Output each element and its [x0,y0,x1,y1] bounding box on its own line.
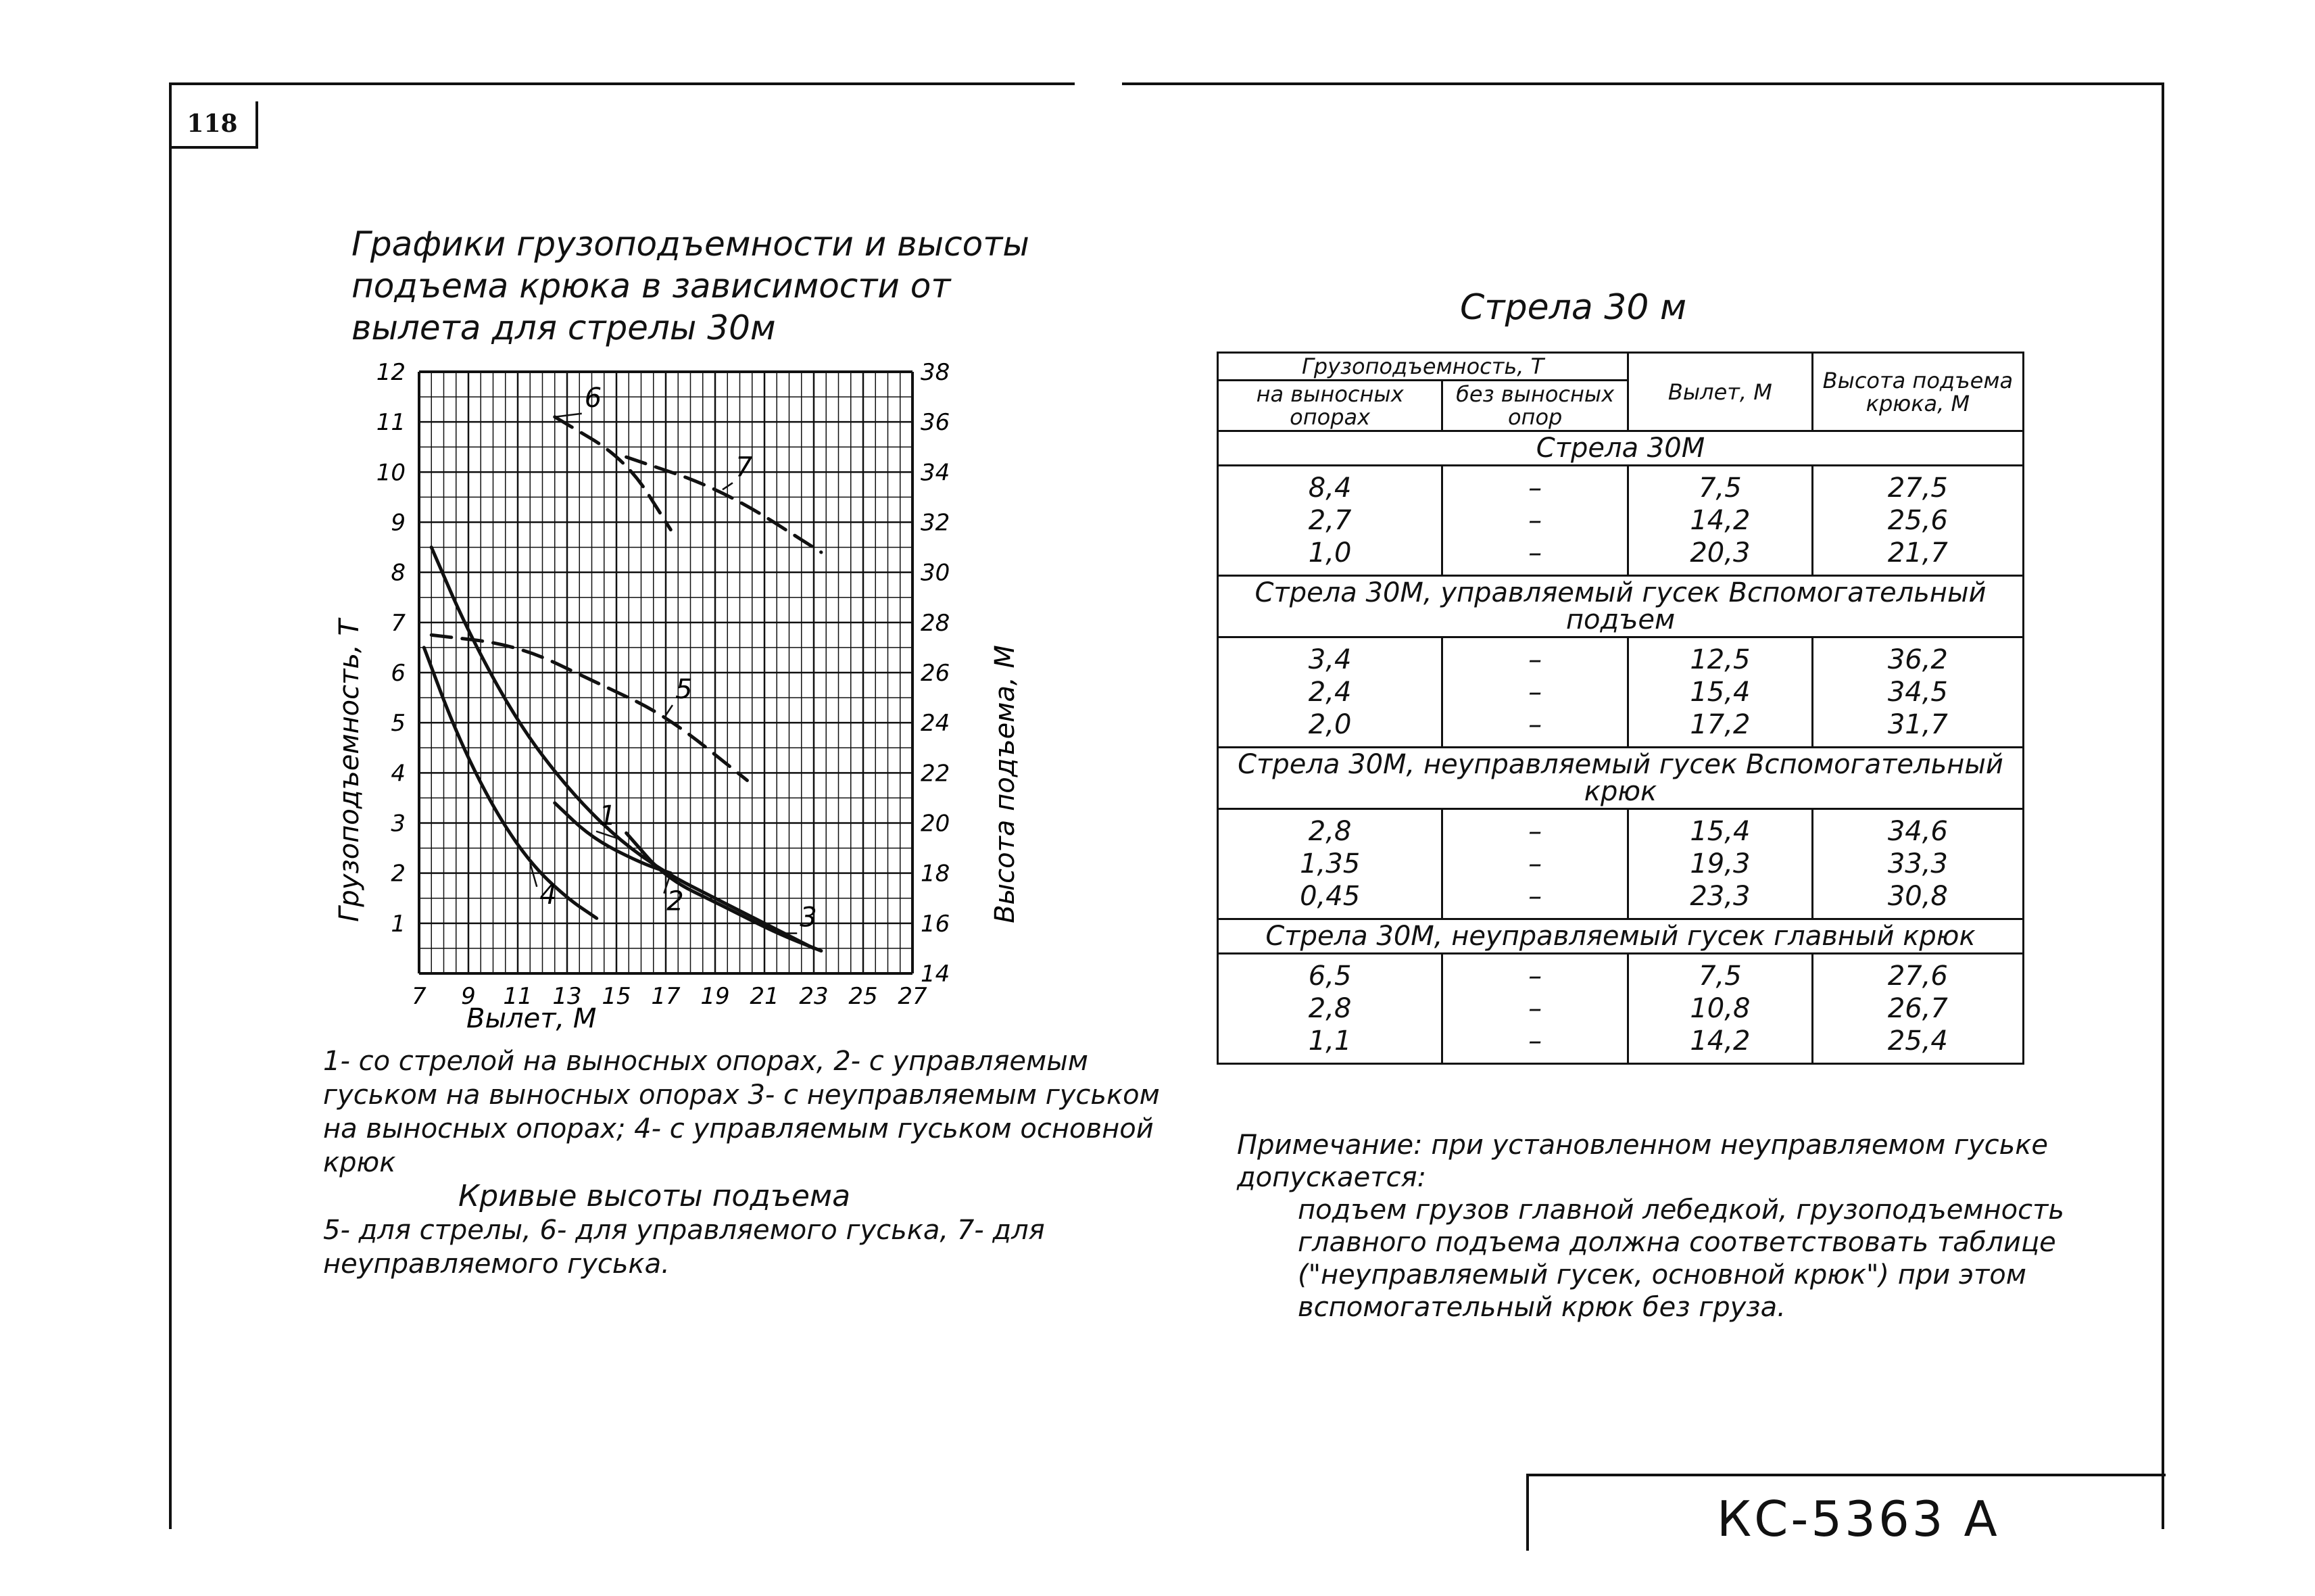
cell-none [1442,466,1628,576]
frame-right [2162,82,2164,1529]
table-row [1218,466,2024,576]
y-tick-labels [376,359,406,938]
table-row [1218,809,2024,919]
cell-value: 20,3 [1690,537,1751,569]
page-number: 118 [169,101,258,149]
note-body: подъем грузов главной лебедкой, грузоподъемность главного подъема должна соответствовать таблице ("неуправляемый гусек, основной крюк") при этом вспомогательный крюк без груза. [1298,1194,2064,1323]
x-axis-label: Вылет, М [466,1003,597,1034]
document-code: КС-5363 А [1717,1491,2000,1547]
y2-axis-label: Высота подъема, М [990,645,1021,923]
cell-value: 21,7 [1887,537,1948,569]
header-capacity: Грузоподъемность, Т [1218,353,1628,381]
cell-value: 14,2 [1690,505,1751,536]
cell-value: 7,5 [1699,473,1742,504]
y-tick-label: 8 [391,559,406,587]
cell-value: 2,8 [1308,816,1352,847]
y-tick-label: 11 [376,409,406,437]
cell-height [1812,637,2023,748]
y2-tick-label: 14 [921,961,950,988]
cell-value: 17,2 [1690,709,1751,740]
y2-tick-label: 28 [921,609,950,637]
x-tick-label: 21 [750,983,779,1010]
y-tick-label: 12 [376,359,406,386]
cell-value: – [1528,473,1542,504]
cell-none [1442,637,1628,748]
section-title-row [1218,748,2024,809]
y2-tick-label: 36 [921,409,950,437]
section-title: Стрела 30М, неуправляемый гусек главный крюк [1218,919,2024,954]
cell-value: – [1528,505,1542,536]
cell-value: 2,7 [1308,505,1352,536]
cell-value: 25,4 [1887,1025,1948,1057]
section-title: Стрела 30М [1218,431,2024,466]
cell-value: 12,5 [1690,644,1751,675]
section-title: Стрела 30М, управляемый гусек Вспомогательный подъем [1218,576,2024,637]
y2-tick-label: 32 [921,509,950,537]
series-label-leader [666,705,673,715]
y2-tick-label: 18 [921,860,950,888]
y-axis-label: Грузоподъемность, Т [334,619,365,922]
cell-value: 6,5 [1308,961,1352,992]
section-title-row [1218,919,2024,954]
y-tick-label: 5 [391,710,406,737]
cell-value: 27,6 [1887,961,1948,992]
y-tick-label: 3 [391,810,406,838]
table-body [1218,431,2024,1064]
y-tick-label: 1 [391,910,406,938]
cell-value: 14,2 [1690,1025,1751,1057]
cell-cap [1218,466,1442,576]
series-label: 7 [735,452,753,483]
x-tick-label: 9 [461,983,476,1010]
y2-tick-label: 38 [921,359,950,386]
cell-value: – [1528,848,1542,879]
section-title: Стрела 30М, неуправляемый гусек Вспомогательный крюк [1218,748,2024,809]
y-tick-label: 2 [391,860,406,888]
series-label: 2 [666,886,684,917]
cell-height [1812,954,2023,1064]
y2-tick-label: 20 [921,810,950,838]
cell-value: 1,1 [1308,1025,1352,1057]
cell-value: 31,7 [1887,709,1948,740]
cell-none [1442,954,1628,1064]
y-tick-label: 9 [391,509,406,537]
cell-reach [1628,466,1813,576]
series-label-leader [555,414,582,417]
series-label: 3 [800,902,817,934]
y2-tick-labels [921,359,950,988]
cell-height [1812,809,2023,919]
frame-top-left [169,82,1075,85]
x-tick-label: 7 [412,983,427,1010]
y2-tick-label: 34 [921,459,950,487]
x-tick-label: 19 [700,983,730,1010]
cell-value: 8,4 [1308,473,1352,504]
x-tick-label: 15 [602,983,631,1010]
legend-curves-capacity: 1- со стрелой на выносных опорах, 2- с управляемым гуськом на выносных опорах 3- с неуправляемым гуськом на выносных опорах; 4- с управляемым гуськом основной крюк [323,1046,1160,1178]
cell-value: – [1528,881,1542,912]
cell-value: – [1528,537,1542,569]
capacity-table [1217,352,2024,1065]
header-reach: Вылет, М [1628,353,1813,431]
cell-value: 25,6 [1887,505,1948,536]
cell-value: 34,6 [1887,816,1948,847]
y-tick-label: 10 [376,459,406,487]
cell-cap [1218,809,1442,919]
cell-reach [1628,809,1813,919]
cell-value: – [1528,709,1542,740]
chart-legend [323,1044,1168,1281]
chart-grid [419,372,912,973]
cell-reach [1628,637,1813,748]
x-tick-label: 25 [848,983,878,1010]
cell-value: 7,5 [1699,961,1742,992]
y2-tick-label: 30 [921,559,950,587]
y-tick-label: 4 [391,760,406,788]
frame-top-right [1122,82,2163,85]
cell-value: 33,3 [1887,848,1948,879]
cell-value: 0,45 [1300,881,1361,912]
cell-value: – [1528,677,1542,708]
legend-curves-height: 5- для стрелы, 6- для управляемого гуська, 7- для неуправляемого гуська. [323,1215,1045,1280]
cell-value: 1,35 [1300,848,1361,879]
cell-value: – [1528,816,1542,847]
cell-value: 2,0 [1308,709,1352,740]
x-tick-label: 13 [552,983,582,1010]
y2-tick-label: 16 [921,910,950,938]
x-tick-label: 23 [799,983,829,1010]
cell-value: 15,4 [1690,677,1751,708]
legend-heading: Кривые высоты подъема [458,1179,851,1213]
series-label: 5 [675,674,693,706]
series-5-line [431,635,747,780]
y-tick-label: 7 [391,609,406,637]
cell-value: 27,5 [1887,473,1948,504]
cell-value: 30,8 [1887,881,1948,912]
x-tick-label: 17 [651,983,681,1010]
cell-value: 19,3 [1690,848,1751,879]
cell-none [1442,809,1628,919]
section-title-row [1218,431,2024,466]
series-label: 6 [584,382,602,414]
cell-value: 3,4 [1308,644,1352,675]
cell-value: – [1528,644,1542,675]
y2-tick-label: 24 [921,710,950,737]
series-4-line [424,648,597,919]
cell-value: 1,0 [1308,537,1352,569]
header-no-supports: без выносных опор [1442,381,1628,431]
cell-value: 15,4 [1690,816,1751,847]
x-tick-label: 11 [503,983,533,1010]
table-row [1218,954,2024,1064]
y2-tick-label: 26 [921,660,950,687]
note [1237,1129,2068,1324]
table-title: Стрела 30 м [1460,287,1687,328]
series-label: 4 [539,879,557,911]
cell-value: 2,4 [1308,677,1352,708]
cell-reach [1628,954,1813,1064]
cell-value: 26,7 [1887,993,1948,1024]
y-tick-label: 6 [391,660,406,687]
table-row [1218,637,2024,748]
capacity-chart [318,352,1081,1055]
cell-cap [1218,954,1442,1064]
header-height: Высота подъема крюка, М [1812,353,2023,431]
cell-value: 10,8 [1690,993,1751,1024]
frame-left [169,82,172,1529]
chart-series [424,383,821,951]
cell-value: – [1528,1025,1542,1057]
cell-value: 23,3 [1690,881,1751,912]
cell-height [1812,466,2023,576]
cell-value: 36,2 [1887,644,1948,675]
header-on-supports: на выносных опорах [1218,381,1442,431]
x-tick-label: 27 [898,983,927,1010]
chart-title: Графики грузоподъемности и высоты подъема крюка в зависимости от вылета для стрелы 30м [351,224,1029,347]
cell-value: – [1528,961,1542,992]
note-lead: при установленном неуправляемом гуське допускается: [1237,1130,2048,1193]
section-title-row [1218,576,2024,637]
cell-cap [1218,637,1442,748]
cell-value: 2,8 [1308,993,1352,1024]
cell-value: – [1528,993,1542,1024]
note-label: Примечание: [1237,1130,1423,1161]
cell-value: 34,5 [1887,677,1948,708]
series-label: 1 [599,800,616,831]
y2-tick-label: 22 [921,760,950,788]
